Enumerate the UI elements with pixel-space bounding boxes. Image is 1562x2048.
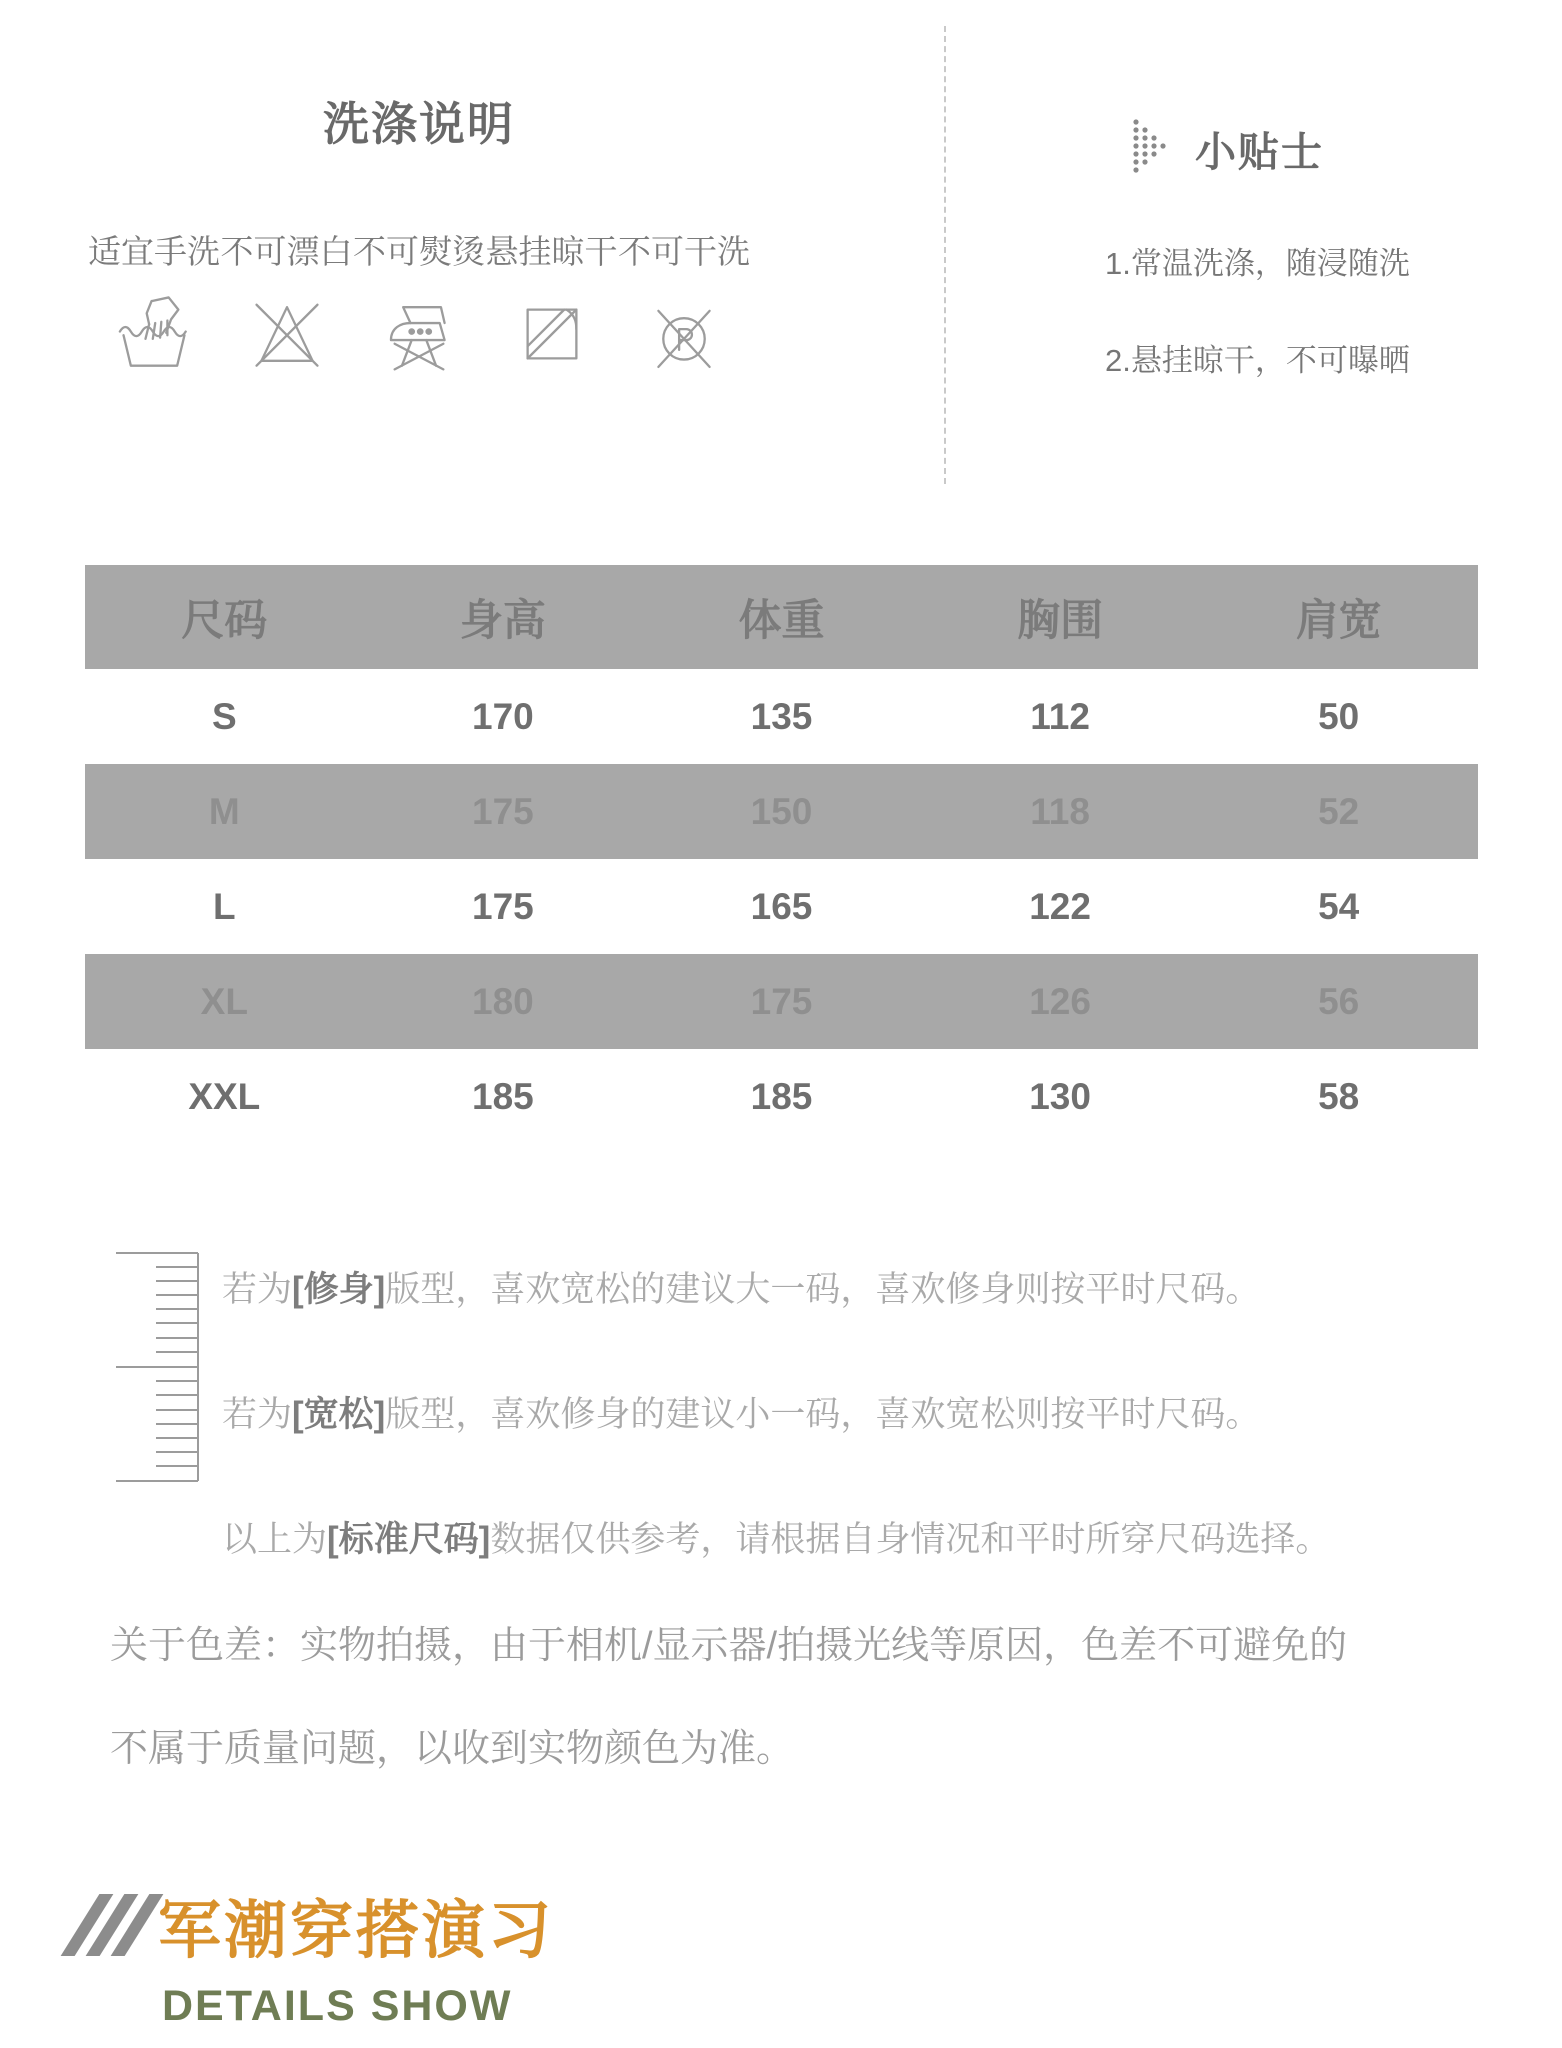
cell: 126 xyxy=(1029,980,1091,1022)
cell: 58 xyxy=(1318,1075,1360,1117)
col-header-size: 尺码 xyxy=(181,596,268,645)
col-header-weight: 体重 xyxy=(738,596,825,645)
no-bleach-icon xyxy=(248,295,326,373)
tip-line-1: 1.常温洗涤，随浸随洗 xyxy=(1105,246,1410,281)
no-iron-icon xyxy=(380,295,458,373)
note-line-slim: 若为[修身]版型，喜欢宽松的建议大一码，喜欢修身则按平时尺码。 xyxy=(222,1270,1261,1309)
size-table-header-row xyxy=(85,565,1478,669)
sizing-notes xyxy=(222,1250,1330,1625)
no-dry-clean-icon xyxy=(645,295,723,373)
triple-slash-icon xyxy=(80,1894,144,1956)
washing-instructions-section xyxy=(88,88,750,373)
cell: 180 xyxy=(472,980,534,1022)
cell: 175 xyxy=(750,980,813,1022)
care-item-hang-dry xyxy=(486,226,618,373)
cell: 150 xyxy=(750,790,813,832)
cell: 122 xyxy=(1029,885,1091,927)
disclaimer-line-2: 不属于质量问题，以收到实物颜色为准。 xyxy=(110,1728,795,1770)
table-row-xxl xyxy=(85,1049,1478,1144)
cell: 185 xyxy=(750,1075,813,1117)
hand-wash-icon xyxy=(115,295,193,373)
tip-line-2: 2.悬挂晾干，不可曝晒 xyxy=(1105,343,1410,378)
care-item-no-bleach xyxy=(221,226,353,373)
cell: 185 xyxy=(472,1075,534,1117)
washing-instructions-title: 洗涤说明 xyxy=(323,98,515,150)
cell: 50 xyxy=(1318,695,1360,737)
size-table xyxy=(85,565,1478,1144)
care-icons-row xyxy=(88,226,750,373)
care-label: 悬挂晾干 xyxy=(485,233,618,270)
cell: 170 xyxy=(472,695,534,737)
cell: 56 xyxy=(1318,980,1360,1022)
col-header-chest: 胸围 xyxy=(1017,596,1104,645)
cell: S xyxy=(211,695,237,737)
disclaimer-line-1: 关于色差：实物拍摄，由于相机/显示器/拍摄光线等原因，色差不可避免的 xyxy=(110,1625,1348,1667)
cell: 130 xyxy=(1029,1075,1091,1117)
note-line-loose: 若为[宽松]版型，喜欢修身的建议小一码，喜欢宽松则按平时尺码。 xyxy=(222,1395,1261,1434)
care-label: 不可漂白 xyxy=(220,233,353,270)
cell: 52 xyxy=(1318,790,1360,832)
tips-lines xyxy=(1105,231,1505,394)
table-row-m xyxy=(85,764,1478,859)
ruler-icon xyxy=(112,1250,202,1490)
cell: XL xyxy=(200,980,248,1022)
cell: XXL xyxy=(188,1075,261,1117)
table-row-xl xyxy=(85,954,1478,1049)
care-item-no-iron xyxy=(353,226,485,373)
cell: 118 xyxy=(1030,790,1090,832)
tips-header xyxy=(1131,118,1505,179)
color-disclaimer xyxy=(110,1595,1347,1801)
cell: 112 xyxy=(1030,695,1090,737)
care-item-no-dry-clean xyxy=(618,226,750,373)
footer-title: 军潮穿搭演习 xyxy=(158,1896,554,1966)
hang-dry-icon xyxy=(513,295,591,373)
dots-arrow-icon xyxy=(1131,118,1173,179)
care-label: 不可熨烫 xyxy=(353,233,485,270)
cell: 165 xyxy=(750,885,813,927)
table-row-l xyxy=(85,859,1478,954)
cell: 135 xyxy=(750,695,813,737)
cell: 54 xyxy=(1318,885,1360,927)
cell: 175 xyxy=(472,790,534,832)
cell: L xyxy=(212,885,236,927)
vertical-dashed-divider xyxy=(944,26,946,484)
care-label: 不可干洗 xyxy=(618,233,750,270)
tips-section xyxy=(1105,118,1505,425)
col-header-height: 身高 xyxy=(459,596,546,645)
tips-title: 小贴士 xyxy=(1195,129,1324,175)
footer-subtitle: DETAILS SHOW xyxy=(162,1982,513,2030)
cell: M xyxy=(208,790,240,832)
col-header-shoulder: 肩宽 xyxy=(1295,596,1382,645)
cell: 175 xyxy=(472,885,534,927)
care-label: 适宜手洗 xyxy=(88,233,220,270)
note-line-standard: 以上为[标准尺码]数据仅供参考，请根据自身情况和平时所穿尺码选择。 xyxy=(222,1520,1331,1559)
table-row-s xyxy=(85,669,1478,764)
care-item-hand-wash xyxy=(88,226,220,373)
